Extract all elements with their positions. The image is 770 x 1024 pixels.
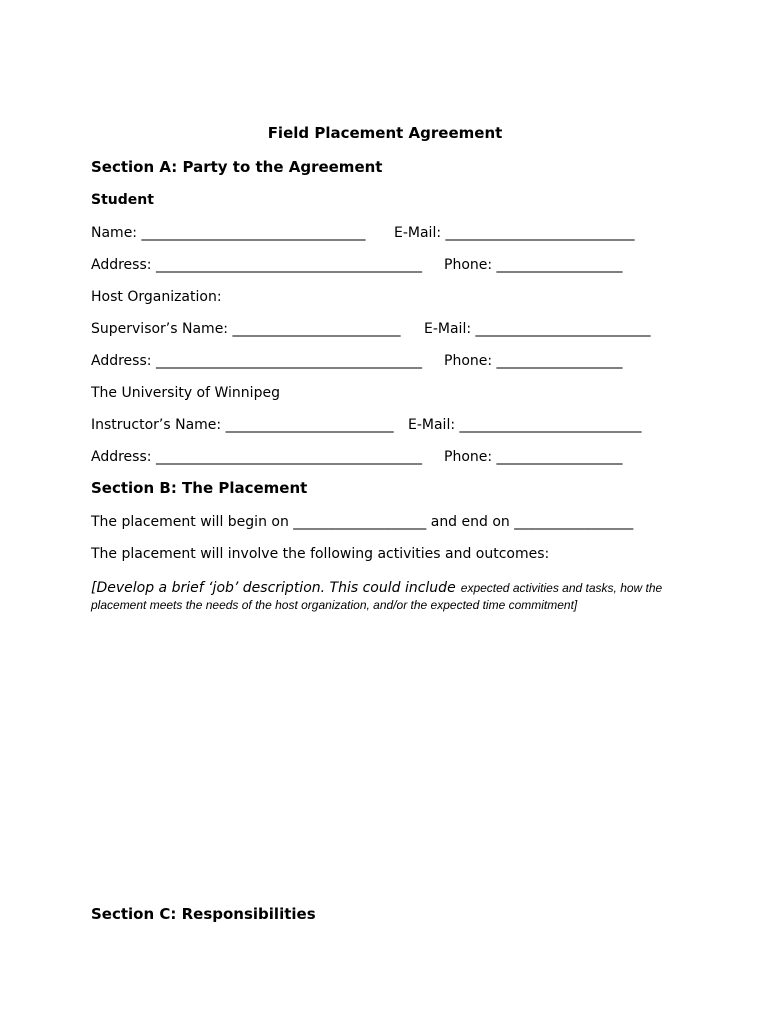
student-address-field[interactable]: ______________________________________ bbox=[155, 257, 422, 273]
student-name-label: Name: bbox=[91, 225, 138, 241]
placement-begin-field[interactable]: ___________________ bbox=[293, 514, 427, 530]
student-name-row bbox=[91, 226, 365, 240]
university-phone-row bbox=[444, 450, 623, 464]
activities-text: The placement will involve the following activities and outcomes: bbox=[91, 546, 550, 562]
instructor-name-label: Instructor’s Name: bbox=[91, 417, 222, 433]
university-address-field[interactable]: ______________________________________ bbox=[155, 449, 422, 465]
student-email-row bbox=[394, 226, 635, 240]
student-email-label: E-Mail: bbox=[394, 225, 442, 241]
student-phone-row bbox=[444, 258, 623, 272]
section-b-heading: Section B: The Placement bbox=[91, 479, 308, 497]
student-email-field[interactable]: ___________________________ bbox=[445, 225, 635, 241]
host-address-row bbox=[91, 354, 422, 368]
student-heading: Student bbox=[91, 192, 154, 208]
placement-end-field[interactable]: _________________ bbox=[514, 514, 634, 530]
job-description-note-detail: expected activities and tasks, how the placement meets the needs of the host organization, and/or the expected time commitment] bbox=[91, 581, 663, 612]
instructor-name-field[interactable]: ________________________ bbox=[225, 417, 394, 433]
student-address-row bbox=[91, 258, 422, 272]
student-address-label: Address: bbox=[91, 257, 152, 273]
supervisor-email-row bbox=[424, 322, 651, 336]
supervisor-email-field[interactable]: _________________________ bbox=[475, 321, 651, 337]
university-address-row bbox=[91, 450, 422, 464]
student-phone-field[interactable]: __________________ bbox=[496, 257, 623, 273]
supervisor-name-row bbox=[91, 322, 400, 336]
host-address-label: Address: bbox=[91, 353, 152, 369]
host-organization-heading: Host Organization: bbox=[91, 289, 222, 305]
instructor-email-row bbox=[408, 418, 642, 432]
job-description-note-lead: [Develop a brief ‘job’ description. This could include bbox=[91, 580, 456, 596]
section-c-heading: Section C: Responsibilities bbox=[91, 905, 316, 923]
host-phone-row bbox=[444, 354, 623, 368]
host-phone-field[interactable]: __________________ bbox=[496, 353, 623, 369]
job-description-note bbox=[91, 579, 681, 613]
host-phone-label: Phone: bbox=[444, 353, 493, 369]
supervisor-name-label: Supervisor’s Name: bbox=[91, 321, 229, 337]
supervisor-email-label: E-Mail: bbox=[424, 321, 472, 337]
placement-begin-text: The placement will begin on bbox=[91, 514, 289, 530]
university-phone-label: Phone: bbox=[444, 449, 493, 465]
placement-end-text: and end on bbox=[430, 514, 510, 530]
university-phone-field[interactable]: __________________ bbox=[496, 449, 623, 465]
student-phone-label: Phone: bbox=[444, 257, 493, 273]
instructor-email-field[interactable]: __________________________ bbox=[459, 417, 642, 433]
supervisor-name-field[interactable]: ________________________ bbox=[232, 321, 401, 337]
university-address-label: Address: bbox=[91, 449, 152, 465]
placement-dates-row bbox=[91, 515, 633, 529]
instructor-email-label: E-Mail: bbox=[408, 417, 456, 433]
instructor-name-row bbox=[91, 418, 394, 432]
section-a-heading: Section A: Party to the Agreement bbox=[91, 158, 383, 176]
university-heading: The University of Winnipeg bbox=[91, 385, 280, 401]
student-name-field[interactable]: ________________________________ bbox=[141, 225, 366, 241]
host-address-field[interactable]: ______________________________________ bbox=[155, 353, 422, 369]
document-title: Field Placement Agreement bbox=[267, 124, 503, 142]
